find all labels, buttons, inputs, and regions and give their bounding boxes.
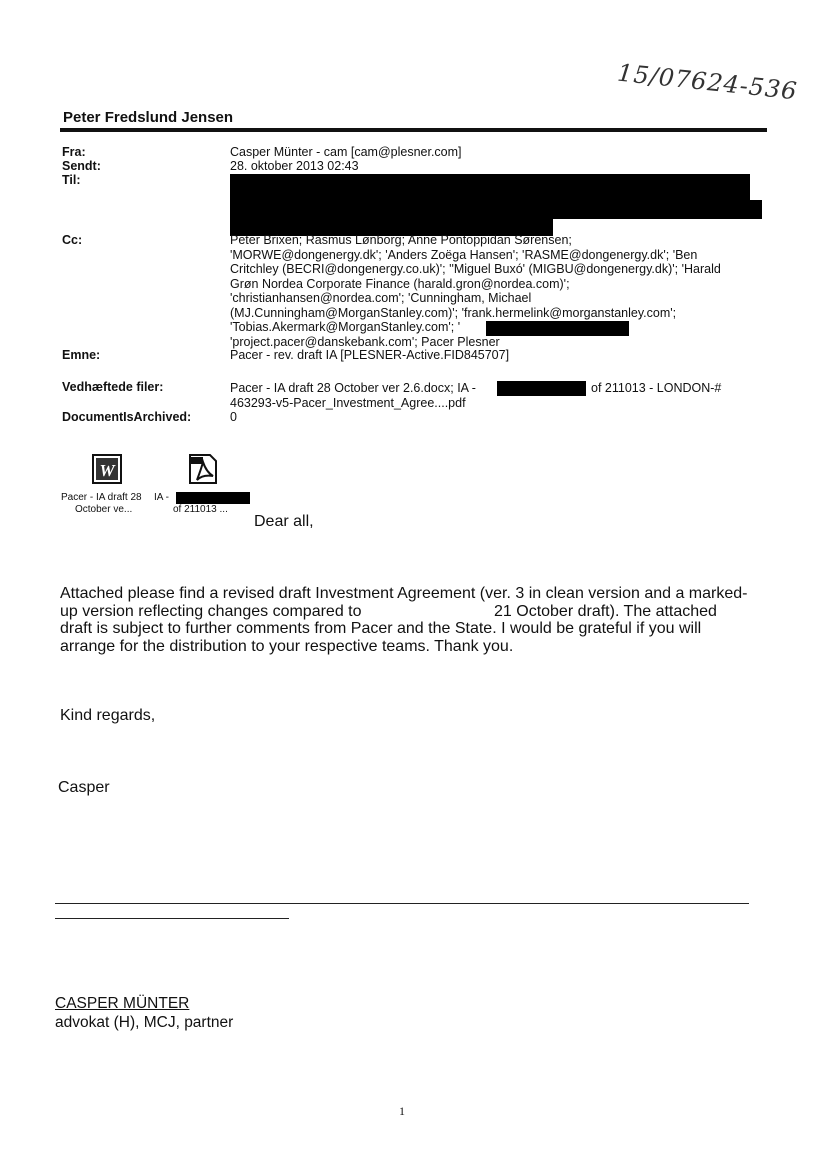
attachments-label: Vedhæftede filer: <box>62 380 164 394</box>
signature-name: Casper <box>58 779 110 796</box>
attachment-2-caption-line1: IA - <box>154 492 170 503</box>
pdf-icon[interactable] <box>188 454 218 484</box>
handwritten-reference: 15/07624-536 <box>616 58 799 106</box>
svg-text:W: W <box>99 461 115 480</box>
cc-line: Peter Brixen; Rasmus Lønborg; Anne Pontoppidan Sørensen; <box>230 233 572 247</box>
attachment-redaction <box>497 381 586 396</box>
attachment-2-caption-line2: of 211013 ... <box>173 504 228 515</box>
attachments-value-2: 463293-v5-Pacer_Investment_Agree....pdf <box>230 395 466 410</box>
attachments-value-1: Pacer - IA draft 28 October ver 2.6.docx; IA - <box>230 381 476 395</box>
footer-name: CASPER MÜNTER <box>55 995 190 1012</box>
subject-label: Emne: <box>62 348 101 362</box>
attachment-1-caption-line1: Pacer - IA draft 28 <box>61 492 142 503</box>
sent-value: 28. oktober 2013 02:43 <box>230 159 359 173</box>
attachments-value-1b: of 211013 - LONDON-# <box>591 381 722 395</box>
header-rule <box>60 128 767 132</box>
cc-line: 'Tobias.Akermark@MorganStanley.com'; ' <box>230 320 461 334</box>
cc-redaction <box>486 321 629 336</box>
sent-label: Sendt: <box>62 159 101 173</box>
page-number: 1 <box>399 1104 405 1118</box>
to-redaction <box>230 174 750 203</box>
separator-line-short <box>55 918 289 919</box>
attachment-1-caption-line2: October ve... <box>75 504 133 515</box>
cc-line: (MJ.Cunningham@MorganStanley.com)'; 'frank.hermelink@morganstanley.com'; <box>230 305 677 320</box>
separator-line <box>55 903 749 904</box>
from-label: Fra: <box>62 145 86 159</box>
from-value: Casper Münter - cam [cam@plesner.com] <box>230 145 462 159</box>
cc-line: 'MORWE@dongenergy.dk'; 'Anders Zoëga Hansen'; 'RASME@dongenergy.dk'; 'Ben <box>230 247 698 262</box>
mailbox-owner-name: Peter Fredslund Jensen <box>63 109 234 126</box>
body-paragraph-line: Attached please find a revised draft Investment Agreement (ver. 3 in clean version and a marked- <box>60 585 748 602</box>
greeting: Dear all, <box>254 513 314 530</box>
document-archived-label: DocumentIsArchived: <box>62 410 192 424</box>
word-doc-icon[interactable] <box>92 454 122 484</box>
cc-line: Grøn Nordea Corporate Finance (harald.gron@nordea.com)'; <box>230 276 570 291</box>
cc-label: Cc: <box>62 233 83 247</box>
attachment-caption-redaction <box>176 492 250 504</box>
cc-line: 'project.pacer@danskebank.com'; Pacer Plesner <box>230 334 500 349</box>
body-paragraph-line: 21 October draft). The attached <box>494 602 717 620</box>
cc-line: 'christianhansen@nordea.com'; 'Cunningham, Michael <box>230 291 532 305</box>
closing: Kind regards, <box>60 707 156 724</box>
body-paragraph-line: arrange for the distribution to your respective teams. Thank you. <box>60 637 514 655</box>
footer-title: advokat (H), MCJ, partner <box>55 1014 234 1031</box>
body-paragraph-line: up version reflecting changes compared to <box>60 602 362 620</box>
document-archived-value: 0 <box>230 410 237 424</box>
cc-line: Critchley (BECRI@dongenergy.co.uk)'; ''Miguel Buxó' (MIGBU@dongenergy.dk)'; 'Harald <box>230 262 721 276</box>
body-paragraph-line: draft is subject to further comments from Pacer and the State. I would be grateful if you will <box>60 620 702 637</box>
subject-value: Pacer - rev. draft IA [PLESNER-Active.FID845707] <box>230 348 510 362</box>
to-label: Til: <box>62 173 81 187</box>
